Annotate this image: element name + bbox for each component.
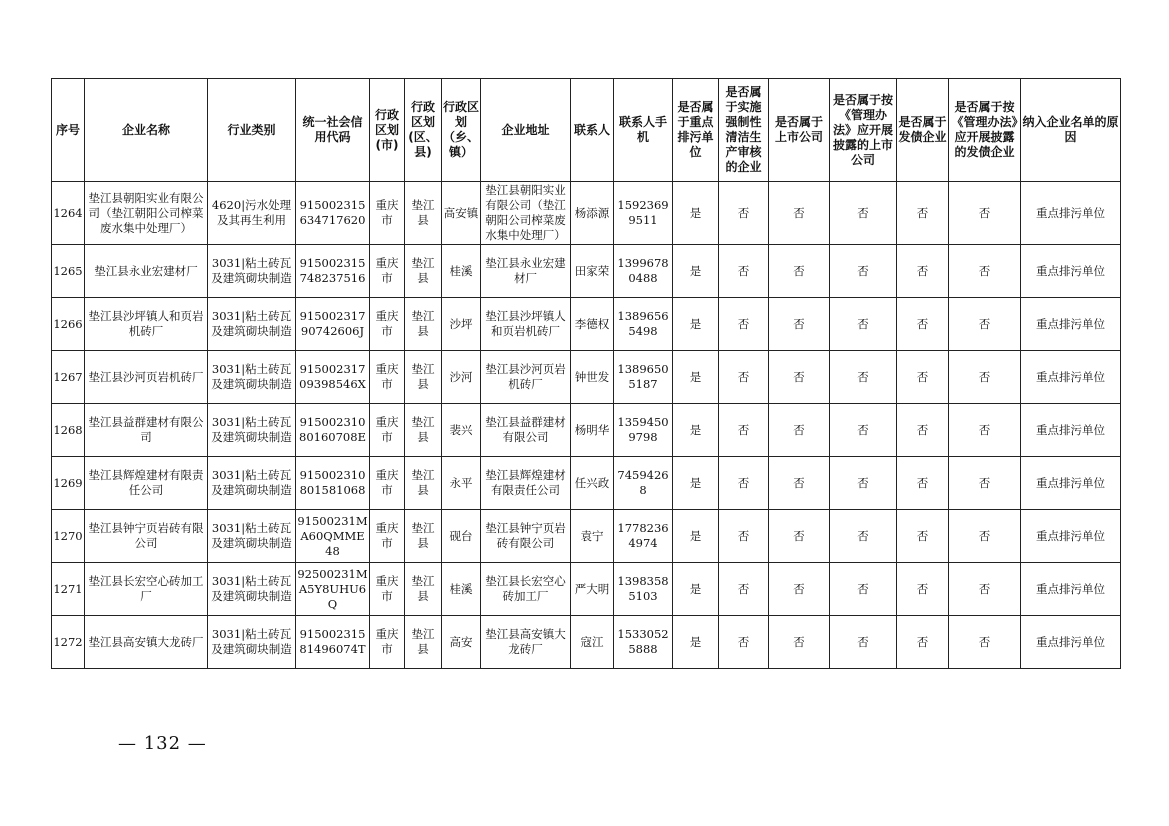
town-cell: 桂溪: [442, 245, 481, 298]
industry-category-cell: 3031|粘土砖瓦及建筑砌块制造: [208, 510, 296, 563]
bond-issuer-flag-cell: 否: [897, 351, 949, 404]
serial-number-cell: 1271: [52, 563, 85, 616]
page-number: — 132 —: [118, 733, 207, 754]
credit-code-cell: 91500231709398546X: [296, 351, 370, 404]
serial-number-cell: 1264: [52, 182, 85, 245]
header-cell: 行政区划（乡、镇）: [442, 79, 481, 182]
county-cell: 垫江县: [405, 245, 442, 298]
company-name-cell: 垫江县朝阳实业有限公司（垫江朝阳公司榨菜废水集中处理厂）: [85, 182, 208, 245]
city-cell: 重庆市: [370, 298, 405, 351]
company-address-cell: 垫江县钟宁页岩砖有限公司: [481, 510, 571, 563]
key-pollutant-flag-cell: 是: [673, 510, 719, 563]
inclusion-reason-cell: 重点排污单位: [1021, 457, 1121, 510]
clean-production-flag-cell: 否: [719, 245, 769, 298]
listed-disclosure-flag-cell: 否: [830, 510, 897, 563]
table-row: [52, 404, 1121, 457]
county-cell: 垫江县: [405, 457, 442, 510]
company-address-cell: 垫江县永业宏建材厂: [481, 245, 571, 298]
contact-person-cell: 袁宁: [571, 510, 614, 563]
key-pollutant-flag-cell: 是: [673, 182, 719, 245]
table-row: [52, 616, 1121, 669]
listed-disclosure-flag-cell: 否: [830, 298, 897, 351]
serial-number-cell: 1268: [52, 404, 85, 457]
bond-issuer-flag-cell: 否: [897, 182, 949, 245]
table-row: [52, 457, 1121, 510]
county-cell: 垫江县: [405, 563, 442, 616]
industry-category-cell: 3031|粘土砖瓦及建筑砌块制造: [208, 616, 296, 669]
credit-code-cell: 91500231581496074T: [296, 616, 370, 669]
contact-person-cell: 寇江: [571, 616, 614, 669]
company-name-cell: 垫江县永业宏建材厂: [85, 245, 208, 298]
county-cell: 垫江县: [405, 298, 442, 351]
clean-production-flag-cell: 否: [719, 298, 769, 351]
town-cell: 桂溪: [442, 563, 481, 616]
company-name-cell: 垫江县益群建材有限公司: [85, 404, 208, 457]
company-address-cell: 垫江县长宏空心砖加工厂: [481, 563, 571, 616]
contact-phone-cell: 13594509798: [614, 404, 673, 457]
header-cell: 是否属于重点排污单位: [673, 79, 719, 182]
listed-company-flag-cell: 否: [769, 245, 830, 298]
table-row: [52, 298, 1121, 351]
header-cell: 企业地址: [481, 79, 571, 182]
credit-code-cell: 915002315634717620: [296, 182, 370, 245]
county-cell: 垫江县: [405, 182, 442, 245]
header-cell: 企业名称: [85, 79, 208, 182]
clean-production-flag-cell: 否: [719, 404, 769, 457]
table-row: [52, 351, 1121, 404]
header-cell: 纳入企业名单的原因: [1021, 79, 1121, 182]
town-cell: 裴兴: [442, 404, 481, 457]
inclusion-reason-cell: 重点排污单位: [1021, 510, 1121, 563]
company-name-cell: 垫江县长宏空心砖加工厂: [85, 563, 208, 616]
bond-disclosure-flag-cell: 否: [949, 563, 1021, 616]
town-cell: 永平: [442, 457, 481, 510]
header-cell: 联系人手机: [614, 79, 673, 182]
city-cell: 重庆市: [370, 351, 405, 404]
credit-code-cell: 91500231MA60QMME48: [296, 510, 370, 563]
company-name-cell: 垫江县高安镇大龙砖厂: [85, 616, 208, 669]
contact-person-cell: 杨添源: [571, 182, 614, 245]
table-row: [52, 182, 1121, 245]
contact-phone-cell: 17782364974: [614, 510, 673, 563]
credit-code-cell: 92500231MA5Y8UHU6Q: [296, 563, 370, 616]
table-row: [52, 563, 1121, 616]
table-header-row: [52, 79, 1121, 182]
bond-disclosure-flag-cell: 否: [949, 404, 1021, 457]
enterprise-table: [51, 78, 1121, 669]
town-cell: 沙坪: [442, 298, 481, 351]
bond-disclosure-flag-cell: 否: [949, 616, 1021, 669]
county-cell: 垫江县: [405, 404, 442, 457]
inclusion-reason-cell: 重点排污单位: [1021, 616, 1121, 669]
credit-code-cell: 915002315748237516: [296, 245, 370, 298]
inclusion-reason-cell: 重点排污单位: [1021, 182, 1121, 245]
clean-production-flag-cell: 否: [719, 510, 769, 563]
inclusion-reason-cell: 重点排污单位: [1021, 298, 1121, 351]
header-cell: 是否属于按《管理办法》应开展披露的发债企业: [949, 79, 1021, 182]
listed-company-flag-cell: 否: [769, 510, 830, 563]
header-cell: 序号: [52, 79, 85, 182]
key-pollutant-flag-cell: 是: [673, 298, 719, 351]
serial-number-cell: 1269: [52, 457, 85, 510]
bond-disclosure-flag-cell: 否: [949, 457, 1021, 510]
serial-number-cell: 1265: [52, 245, 85, 298]
contact-person-cell: 严大明: [571, 563, 614, 616]
bond-disclosure-flag-cell: 否: [949, 182, 1021, 245]
company-address-cell: 垫江县沙坪镇人和页岩机砖厂: [481, 298, 571, 351]
bond-disclosure-flag-cell: 否: [949, 245, 1021, 298]
city-cell: 重庆市: [370, 245, 405, 298]
contact-person-cell: 任兴政: [571, 457, 614, 510]
listed-disclosure-flag-cell: 否: [830, 351, 897, 404]
header-cell: 行政区划(区、县): [405, 79, 442, 182]
city-cell: 重庆市: [370, 510, 405, 563]
clean-production-flag-cell: 否: [719, 351, 769, 404]
company-address-cell: 垫江县高安镇大龙砖厂: [481, 616, 571, 669]
contact-person-cell: 钟世发: [571, 351, 614, 404]
listed-disclosure-flag-cell: 否: [830, 404, 897, 457]
industry-category-cell: 3031|粘土砖瓦及建筑砌块制造: [208, 298, 296, 351]
town-cell: 沙河: [442, 351, 481, 404]
header-cell: 行业类别: [208, 79, 296, 182]
key-pollutant-flag-cell: 是: [673, 245, 719, 298]
listed-disclosure-flag-cell: 否: [830, 457, 897, 510]
listed-company-flag-cell: 否: [769, 351, 830, 404]
contact-phone-cell: 13896565498: [614, 298, 673, 351]
industry-category-cell: 3031|粘土砖瓦及建筑砌块制造: [208, 404, 296, 457]
inclusion-reason-cell: 重点排污单位: [1021, 245, 1121, 298]
credit-code-cell: 91500231080160708E: [296, 404, 370, 457]
credit-code-cell: 915002310801581068: [296, 457, 370, 510]
company-name-cell: 垫江县辉煌建材有限责任公司: [85, 457, 208, 510]
header-cell: 联系人: [571, 79, 614, 182]
contact-phone-cell: 74594268: [614, 457, 673, 510]
industry-category-cell: 4620|污水处理及其再生利用: [208, 182, 296, 245]
serial-number-cell: 1267: [52, 351, 85, 404]
listed-disclosure-flag-cell: 否: [830, 245, 897, 298]
contact-person-cell: 田家荣: [571, 245, 614, 298]
bond-disclosure-flag-cell: 否: [949, 351, 1021, 404]
bond-disclosure-flag-cell: 否: [949, 298, 1021, 351]
city-cell: 重庆市: [370, 182, 405, 245]
bond-issuer-flag-cell: 否: [897, 404, 949, 457]
city-cell: 重庆市: [370, 563, 405, 616]
company-address-cell: 垫江县沙河页岩机砖厂: [481, 351, 571, 404]
company-name-cell: 垫江县钟宁页岩砖有限公司: [85, 510, 208, 563]
contact-phone-cell: 15330525888: [614, 616, 673, 669]
bond-issuer-flag-cell: 否: [897, 298, 949, 351]
key-pollutant-flag-cell: 是: [673, 351, 719, 404]
city-cell: 重庆市: [370, 404, 405, 457]
bond-disclosure-flag-cell: 否: [949, 510, 1021, 563]
clean-production-flag-cell: 否: [719, 457, 769, 510]
town-cell: 砚台: [442, 510, 481, 563]
contact-person-cell: 李德权: [571, 298, 614, 351]
key-pollutant-flag-cell: 是: [673, 563, 719, 616]
bond-issuer-flag-cell: 否: [897, 510, 949, 563]
town-cell: 高安镇: [442, 182, 481, 245]
serial-number-cell: 1270: [52, 510, 85, 563]
inclusion-reason-cell: 重点排污单位: [1021, 351, 1121, 404]
listed-disclosure-flag-cell: 否: [830, 563, 897, 616]
listed-company-flag-cell: 否: [769, 457, 830, 510]
key-pollutant-flag-cell: 是: [673, 457, 719, 510]
industry-category-cell: 3031|粘土砖瓦及建筑砌块制造: [208, 563, 296, 616]
contact-phone-cell: 13996780488: [614, 245, 673, 298]
header-cell: 是否属于发债企业: [897, 79, 949, 182]
town-cell: 高安: [442, 616, 481, 669]
listed-disclosure-flag-cell: 否: [830, 182, 897, 245]
table-row: [52, 510, 1121, 563]
industry-category-cell: 3031|粘土砖瓦及建筑砌块制造: [208, 457, 296, 510]
bond-issuer-flag-cell: 否: [897, 616, 949, 669]
key-pollutant-flag-cell: 是: [673, 616, 719, 669]
serial-number-cell: 1266: [52, 298, 85, 351]
industry-category-cell: 3031|粘土砖瓦及建筑砌块制造: [208, 351, 296, 404]
header-cell: 行政区划(市): [370, 79, 405, 182]
county-cell: 垫江县: [405, 510, 442, 563]
key-pollutant-flag-cell: 是: [673, 404, 719, 457]
serial-number-cell: 1272: [52, 616, 85, 669]
header-cell: 是否属于实施强制性清洁生产审核的企业: [719, 79, 769, 182]
listed-company-flag-cell: 否: [769, 298, 830, 351]
bond-issuer-flag-cell: 否: [897, 457, 949, 510]
city-cell: 重庆市: [370, 457, 405, 510]
company-name-cell: 垫江县沙河页岩机砖厂: [85, 351, 208, 404]
company-address-cell: 垫江县辉煌建材有限责任公司: [481, 457, 571, 510]
contact-person-cell: 杨明华: [571, 404, 614, 457]
listed-disclosure-flag-cell: 否: [830, 616, 897, 669]
header-cell: 是否属于按《管理办法》应开展披露的上市公司: [830, 79, 897, 182]
county-cell: 垫江县: [405, 351, 442, 404]
company-address-cell: 垫江县益群建材有限公司: [481, 404, 571, 457]
industry-category-cell: 3031|粘土砖瓦及建筑砌块制造: [208, 245, 296, 298]
contact-phone-cell: 13983585103: [614, 563, 673, 616]
contact-phone-cell: 15923699511: [614, 182, 673, 245]
listed-company-flag-cell: 否: [769, 404, 830, 457]
listed-company-flag-cell: 否: [769, 182, 830, 245]
header-cell: 是否属于上市公司: [769, 79, 830, 182]
credit-code-cell: 91500231790742606J: [296, 298, 370, 351]
inclusion-reason-cell: 重点排污单位: [1021, 563, 1121, 616]
company-name-cell: 垫江县沙坪镇人和页岩机砖厂: [85, 298, 208, 351]
bond-issuer-flag-cell: 否: [897, 245, 949, 298]
bond-issuer-flag-cell: 否: [897, 563, 949, 616]
header-cell: 统一社会信用代码: [296, 79, 370, 182]
table-row: [52, 245, 1121, 298]
inclusion-reason-cell: 重点排污单位: [1021, 404, 1121, 457]
county-cell: 垫江县: [405, 616, 442, 669]
clean-production-flag-cell: 否: [719, 182, 769, 245]
clean-production-flag-cell: 否: [719, 616, 769, 669]
contact-phone-cell: 13896505187: [614, 351, 673, 404]
listed-company-flag-cell: 否: [769, 616, 830, 669]
listed-company-flag-cell: 否: [769, 563, 830, 616]
table-body: [52, 182, 1121, 669]
clean-production-flag-cell: 否: [719, 563, 769, 616]
company-address-cell: 垫江县朝阳实业有限公司（垫江朝阳公司榨菜废水集中处理厂）: [481, 182, 571, 245]
city-cell: 重庆市: [370, 616, 405, 669]
